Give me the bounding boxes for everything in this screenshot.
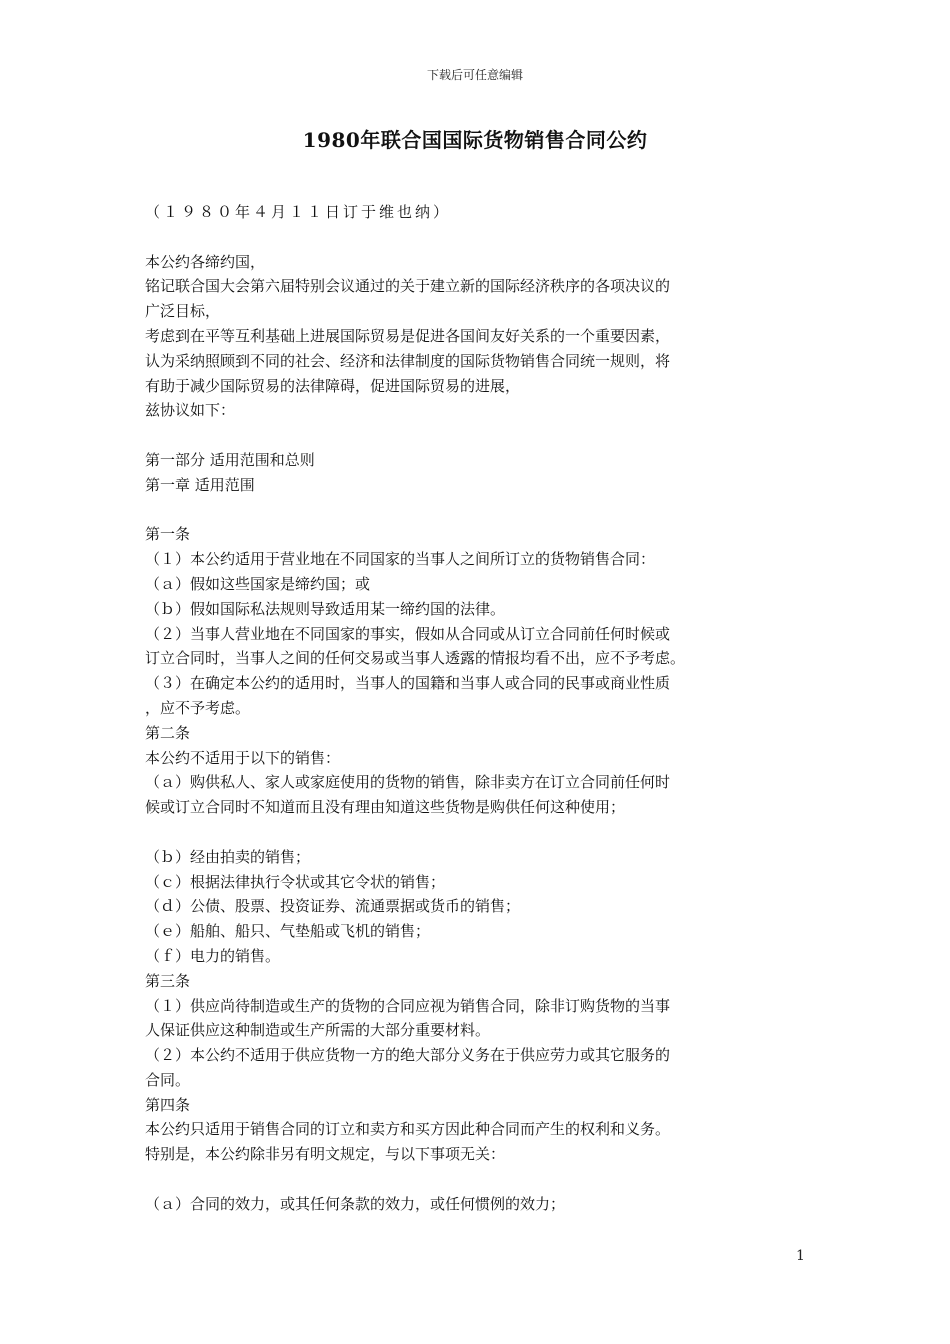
article-heading: 第一条 [145,525,191,544]
preamble-line: 兹协议如下： [145,401,236,420]
article-line: （ａ）购供私人、家人或家庭使用的货物的销售，除非卖方在订立合同前任何时 [145,773,671,792]
article-line: （１）本公约适用于营业地在不同国家的当事人之间所订立的货物销售合同： [145,550,656,569]
article-2 [145,721,745,969]
preamble-line: 广泛目标， [145,302,221,321]
article-1 [145,522,745,720]
preamble [145,250,745,424]
article-4 [145,1093,745,1217]
article-line: ，应不予考虑。 [145,698,251,717]
part-heading: 第一部分 适用范围和总则 [145,450,315,469]
article-line: （ａ）合同的效力，或其任何条款的效力，或任何惯例的效力； [145,1194,566,1213]
article-line: 本公约只适用于销售合同的订立和卖方和买方因此种合同而产生的权利和义务。 [145,1120,671,1139]
article-line: 订立合同时，当事人之间的任何交易或当事人透露的情报均看不出，应不予考虑。 [145,649,686,668]
article-3 [145,969,745,1093]
article-line: （１）供应尚待制造或生产的货物的合同应视为销售合同，除非订购货物的当事 [145,996,671,1015]
blank-line [145,1167,745,1192]
article-line: （ｅ）船舶、船只、气垫船或飞机的销售； [145,922,431,941]
article-line: 候或订立合同时不知道而且没有理由知道这些货物是购供任何这种使用； [145,798,626,817]
article-line: （ｄ）公债、股票、投资证券、流通票据或货币的销售； [145,897,521,916]
article-line: （ｃ）根据法律执行令状或其它令状的销售； [145,872,446,891]
date-line: （１９８０年４月１１日订于维也纳） [145,203,452,221]
preamble-line: 考虑到在平等互利基础上进展国际贸易是促进各国间友好关系的一个重要因素， [145,326,671,345]
article-line: （ｂ）假如国际私法规则导致适用某一缔约国的法律。 [145,599,506,618]
article-line: 合同。 [145,1070,191,1089]
article-heading: 第三条 [145,971,191,990]
document-title: 1980年联合国国际货物销售合同公约 [302,128,648,152]
article-line: 本公约不适用于以下的销售： [145,748,341,767]
article-line: （２）本公约不适用于供应货物一方的绝大部分义务在于供应劳力或其它服务的 [145,1046,671,1065]
article-line: （ｆ）电力的销售。 [145,946,281,965]
article-line: （ａ）假如这些国家是缔约国；或 [145,574,371,593]
article-line: （３）在确定本公约的适用时，当事人的国籍和当事人或合同的民事或商业性质 [145,674,671,693]
article-line: 人保证供应这种制造或生产所需的大部分重要材料。 [145,1021,491,1040]
page-number: 1 [796,1248,805,1264]
preamble-line: 认为采纳照顾到不同的社会、经济和法律制度的国际货物销售合同统一规则，将 [145,351,671,370]
page-header-note: 下载后可任意编辑 [426,68,523,82]
blank-line [145,820,745,845]
blank-line [145,498,745,523]
blank-line [145,225,745,250]
preamble-line: 铭记联合国大会第六届特别会议通过的关于建立新的国际经济秩序的各项决议的 [145,277,671,296]
article-heading: 第四条 [145,1095,191,1114]
preamble-line: 本公约各缔约国， [145,252,266,271]
article-line: （ｂ）经由拍卖的销售； [145,847,311,866]
chapter-heading: 第一章 适用范围 [145,475,255,494]
preamble-line: 有助于减少国际贸易的法律障碍，促进国际贸易的进展， [145,376,521,395]
document-body [145,200,745,1217]
article-heading: 第二条 [145,723,191,742]
article-line: （２）当事人营业地在不同国家的事实，假如从合同或从订立合同前任何时候或 [145,624,671,643]
article-line: 特别是，本公约除非另有明文规定，与以下事项无关： [145,1145,506,1164]
blank-line [145,423,745,448]
